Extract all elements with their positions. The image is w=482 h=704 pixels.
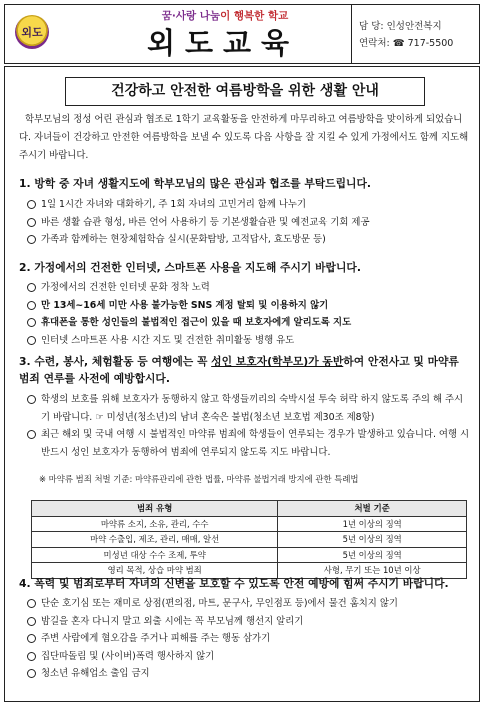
school-name: 외도교육 <box>146 26 300 60</box>
list-item: 만 13세~16세 미만 사용 불가능한 SNS 계정 탈퇴 및 이용하지 않기 <box>25 297 471 315</box>
table-cell: 1년 이상의 징역 <box>278 516 467 532</box>
section-3-heading <box>19 353 471 387</box>
list-item: 밤길을 혼자 다니지 말고 외출 시에는 꼭 부모님께 행선지 알리기 <box>25 613 471 631</box>
table-cell: 미성년 대상 수수 조제, 투약 <box>32 547 278 563</box>
table-header-row <box>32 501 467 517</box>
list-item: 학생의 보호를 위해 보호자가 동행하지 않고 학생들끼리의 숙박시설 투숙 허락 하지 않도록 주의 해 주시기 바랍니다. ☞ 미성년(청소년)의 남녀 혼숙은 불법(청소년 보호법 제30조 제8항) <box>25 391 471 426</box>
list-item: 최근 해외 및 국내 여행 시 불법적인 마약류 범죄에 학생들이 연루되는 경우가 발생하고 있습니다. 여행 시 반드시 성인 보호자가 동행하여 범죄에 연루되지 않도록 지도 바랍니다. <box>25 426 471 461</box>
list-item: 바른 생활 습관 형성, 바른 언어 사용하기 등 기본생활습관 및 예전교육 기회 제공 <box>25 214 471 232</box>
notice-body <box>4 66 480 702</box>
section-4-list <box>25 595 471 683</box>
table-cell: 사형, 무기 또는 10년 이상 <box>278 563 467 579</box>
list-item: 휴대폰을 통한 성인들의 불법적인 접근이 있을 때 보호자에게 알리도록 지도 <box>25 314 471 332</box>
table-cell: 5년 이상의 징역 <box>278 532 467 548</box>
heading-part-b: 하여 안전사고 및 마약류 범죄 연루를 사전에 예방합시다. <box>19 355 459 385</box>
emblem-text: 외도 <box>21 26 43 39</box>
table-cell: 마약류 소지, 소유, 관리, 수수 <box>32 516 278 532</box>
school-emblem-icon <box>15 15 49 49</box>
list-item: 가족과 함께하는 현장체험학습 실시(문화탐방, 고적답사, 효도방문 등) <box>25 231 471 249</box>
motto-rest: 이 행복한 학교 <box>220 10 289 22</box>
table-header-cell: 범죄 유형 <box>32 501 278 517</box>
contact-person: 담 당: 인성안전복지 <box>359 21 442 32</box>
section-2-heading: 2. 가정에서의 건전한 인터넷, 스마트폰 사용을 지도해 주시기 바랍니다. <box>19 261 361 274</box>
motto-highlight: 꿈·사랑 나눔 <box>161 10 221 22</box>
punishment-table <box>31 500 467 579</box>
table-cell: 마약 수출입, 제조, 관리, 매매, 알선 <box>32 532 278 548</box>
header-divider <box>351 5 352 63</box>
table-row <box>32 532 467 548</box>
punishment-note: ※ 마약류 범죄 처벌 기준: 마약류관리에 관한 법률, 마약류 불법거래 방지에 관한 특례법 <box>39 474 359 484</box>
section-4-heading: 4. 폭력 및 범죄로부터 자녀의 신변을 보호할 수 있도록 안전 예방에 힘써 주시기 바랍니다. <box>19 577 449 590</box>
table-row <box>32 547 467 563</box>
intro-paragraph: 학부모님의 정성 어린 관심과 협조로 1학기 교육활동을 안전하게 마무리하고 여름방학을 맞이하게 되었습니다. 자녀들이 건강하고 안전한 여름방학을 보낼 수 있도록 다음 사항을 잘 지킬 수 있게 가정에서도 함께 지도해 주시기 바랍니다. <box>19 114 469 161</box>
heading-part-a: 3. 수련, 봉사, 체험활동 등 여행에는 꼭 <box>19 355 212 368</box>
list-item: 주변 사람에게 혐오감을 주거나 피해를 주는 행동 삼가기 <box>25 630 471 648</box>
section-3-list <box>25 391 471 461</box>
section-1-list <box>25 196 471 249</box>
table-cell: 5년 이상의 징역 <box>278 547 467 563</box>
list-item: 단순 호기심 또는 재미로 상점(편의점, 마트, 문구사, 무인점포 등)에서 물건 훔치지 않기 <box>25 595 471 613</box>
table-row <box>32 516 467 532</box>
list-item: 1일 1시간 자녀와 대화하기, 주 1회 자녀의 고민거리 함께 나누기 <box>25 196 471 214</box>
section-1-heading: 1. 방학 중 자녀 생활지도에 학부모님의 많은 관심과 협조를 부탁드립니다. <box>19 177 372 190</box>
list-item: 가정에서의 건전한 인터넷 문화 정착 노력 <box>25 279 471 297</box>
contact-phone: 연락처: ☎ 717-5500 <box>359 38 454 49</box>
heading-underlined: 성인 보호자(학부모)가 동반 <box>211 355 344 368</box>
list-item: 집단따돌림 및 (사이버)폭력 행사하지 않기 <box>25 648 471 666</box>
notice-title: 건강하고 안전한 여름방학을 위한 생활 안내 <box>65 77 425 106</box>
list-item: 청소년 유해업소 출입 금지 <box>25 665 471 683</box>
table-header-cell: 처벌 기준 <box>278 501 467 517</box>
letterhead <box>4 4 480 64</box>
table-cell: 영리 목적, 상습 마약 범죄 <box>32 563 278 579</box>
section-2-list <box>25 279 471 349</box>
list-item: 인터넷 스마트폰 사용 시간 지도 및 건전한 취미활동 병행 유도 <box>25 332 471 350</box>
